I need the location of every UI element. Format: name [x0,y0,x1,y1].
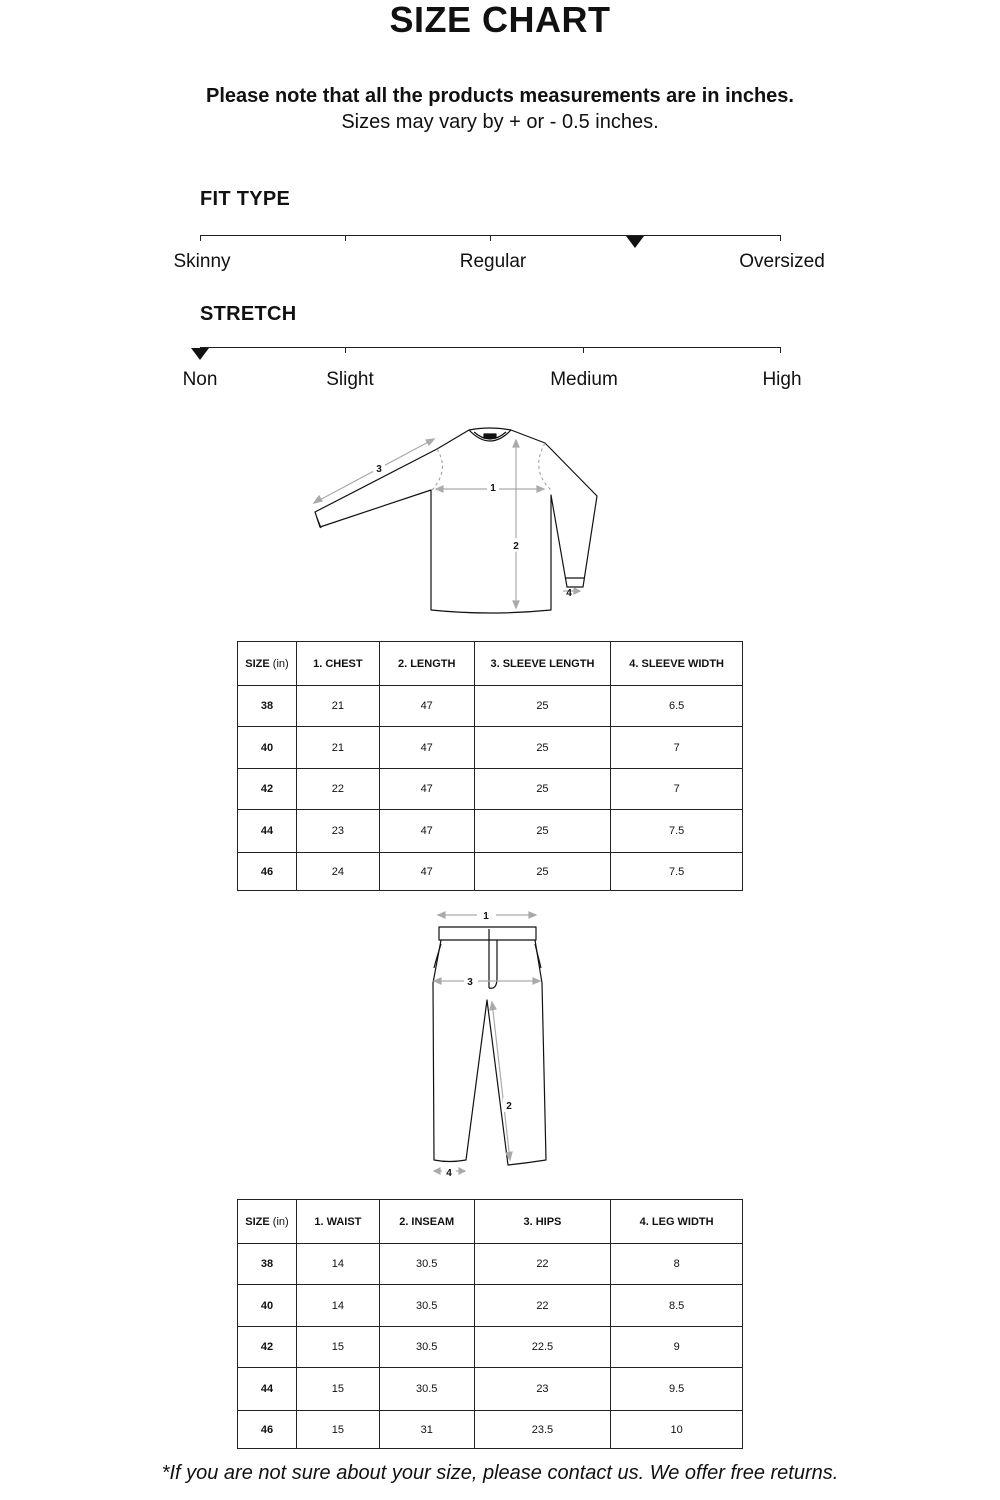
stretch-marker [191,348,209,360]
page-title: SIZE CHART [389,0,611,40]
cell-sleeve-width: 6.5 [611,686,743,727]
cell-hips: 22 [474,1285,611,1327]
table-row [238,686,743,727]
stretch-label-slight: Slight [326,369,374,390]
fit-type-label-oversized: Oversized [739,251,825,272]
stretch-title: STRETCH [200,303,297,325]
table-row [238,1244,743,1285]
fit-type-label-skinny: Skinny [173,251,231,272]
table-row [238,1411,743,1449]
cell-sleeve-length: 25 [474,810,611,853]
cell-size: 46 [238,1411,297,1449]
cell-size: 40 [238,727,297,769]
header-size [238,1200,297,1244]
stretch-tick [583,347,584,353]
table-row [238,727,743,769]
cell-hips: 23.5 [474,1411,611,1449]
header-inseam: 2. INSEAM [379,1200,474,1244]
cell-hips: 23 [474,1368,611,1411]
stretch-label-high: High [762,369,802,390]
cell-waist: 15 [296,1368,379,1411]
cell-inseam: 30.5 [379,1327,474,1368]
cell-size: 46 [238,853,297,891]
table-row [238,1285,743,1327]
stretch-label-non: Non [182,369,218,390]
header-sleeve-width: 4. SLEEVE WIDTH [611,642,743,686]
cell-chest: 22 [296,769,379,810]
fit-type-label-regular: Regular [459,251,527,272]
variance-note: Sizes may vary by + or - 0.5 inches. [341,111,659,133]
fit-type-tick [200,235,201,241]
pants-label-1: 1 [483,911,489,922]
header-leg-width: 4. LEG WIDTH [611,1200,743,1244]
cell-inseam: 30.5 [379,1368,474,1411]
cell-size: 38 [238,1244,297,1285]
cell-leg-width: 8.5 [611,1285,743,1327]
sweater-label-1: 1 [490,483,496,494]
cell-inseam: 31 [379,1411,474,1449]
cell-sleeve-width: 7.5 [611,810,743,853]
fit-type-tick [780,235,781,241]
stretch-tick [345,347,346,353]
cell-inseam: 30.5 [379,1285,474,1327]
pants-diagram [420,900,560,1185]
table-row [238,1327,743,1368]
cell-chest: 21 [296,686,379,727]
cell-leg-width: 9 [611,1327,743,1368]
table-row [238,810,743,853]
header-unit-label: (in) [272,1215,289,1228]
cell-size: 44 [238,1368,297,1411]
header-sleeve-length: 3. SLEEVE LENGTH [474,642,611,686]
footer-note: *If you are not sure about your size, please contact us. We offer free returns. [161,1462,839,1484]
cell-leg-width: 8 [611,1244,743,1285]
cell-length: 47 [379,686,474,727]
stretch-label-medium: Medium [550,369,618,390]
sweater-diagram [300,420,610,620]
cell-length: 47 [379,810,474,853]
cell-length: 47 [379,853,474,891]
sweater-outline [315,428,597,613]
waistband [439,927,536,940]
header-chest: 1. CHEST [296,642,379,686]
cell-sleeve-length: 25 [474,853,611,891]
table-header-row [238,642,743,686]
cell-size: 44 [238,810,297,853]
table-header-row [238,1200,743,1244]
cell-chest: 21 [296,727,379,769]
cell-size: 42 [238,769,297,810]
header-waist: 1. WAIST [296,1200,379,1244]
table-row [238,1368,743,1411]
cell-length: 47 [379,769,474,810]
cell-hips: 22.5 [474,1327,611,1368]
cell-length: 47 [379,727,474,769]
sweater-label-4: 4 [566,588,572,599]
pants-label-2: 2 [506,1101,512,1112]
table-row [238,769,743,810]
cell-waist: 15 [296,1411,379,1449]
header-size-label: SIZE [245,1215,270,1228]
cell-size: 38 [238,686,297,727]
fit-type-marker [626,236,644,248]
fit-type-tick [490,235,491,241]
cell-waist: 14 [296,1285,379,1327]
cell-sleeve-length: 25 [474,727,611,769]
cell-leg-width: 10 [611,1411,743,1449]
cell-hips: 22 [474,1244,611,1285]
fit-type-title: FIT TYPE [200,188,291,210]
pants-label-3: 3 [467,977,473,988]
header-size-label: SIZE [245,657,270,670]
cell-size: 40 [238,1285,297,1327]
stretch-scale-line [200,347,780,348]
cell-chest: 24 [296,853,379,891]
cell-leg-width: 9.5 [611,1368,743,1411]
cell-sleeve-width: 7 [611,769,743,810]
cell-sleeve-width: 7 [611,727,743,769]
cell-waist: 15 [296,1327,379,1368]
pants-label-4: 4 [446,1168,452,1179]
stretch-tick [780,347,781,353]
header-unit-label: (in) [272,657,289,670]
fit-type-tick [345,235,346,241]
sweater-label-3: 3 [376,464,382,475]
measurement-note: Please note that all the products measurements are in inches. [206,85,794,107]
cell-sleeve-width: 7.5 [611,853,743,891]
header-hips: 3. HIPS [474,1200,611,1244]
header-size [238,642,297,686]
cell-sleeve-length: 25 [474,686,611,727]
cell-inseam: 30.5 [379,1244,474,1285]
cell-sleeve-length: 25 [474,769,611,810]
cell-waist: 14 [296,1244,379,1285]
sweater-label-2: 2 [513,541,519,552]
table-row [238,853,743,891]
header-length: 2. LENGTH [379,642,474,686]
cell-chest: 23 [296,810,379,853]
bottom-size-table [237,1199,743,1449]
top-size-table [237,641,743,891]
cell-size: 42 [238,1327,297,1368]
